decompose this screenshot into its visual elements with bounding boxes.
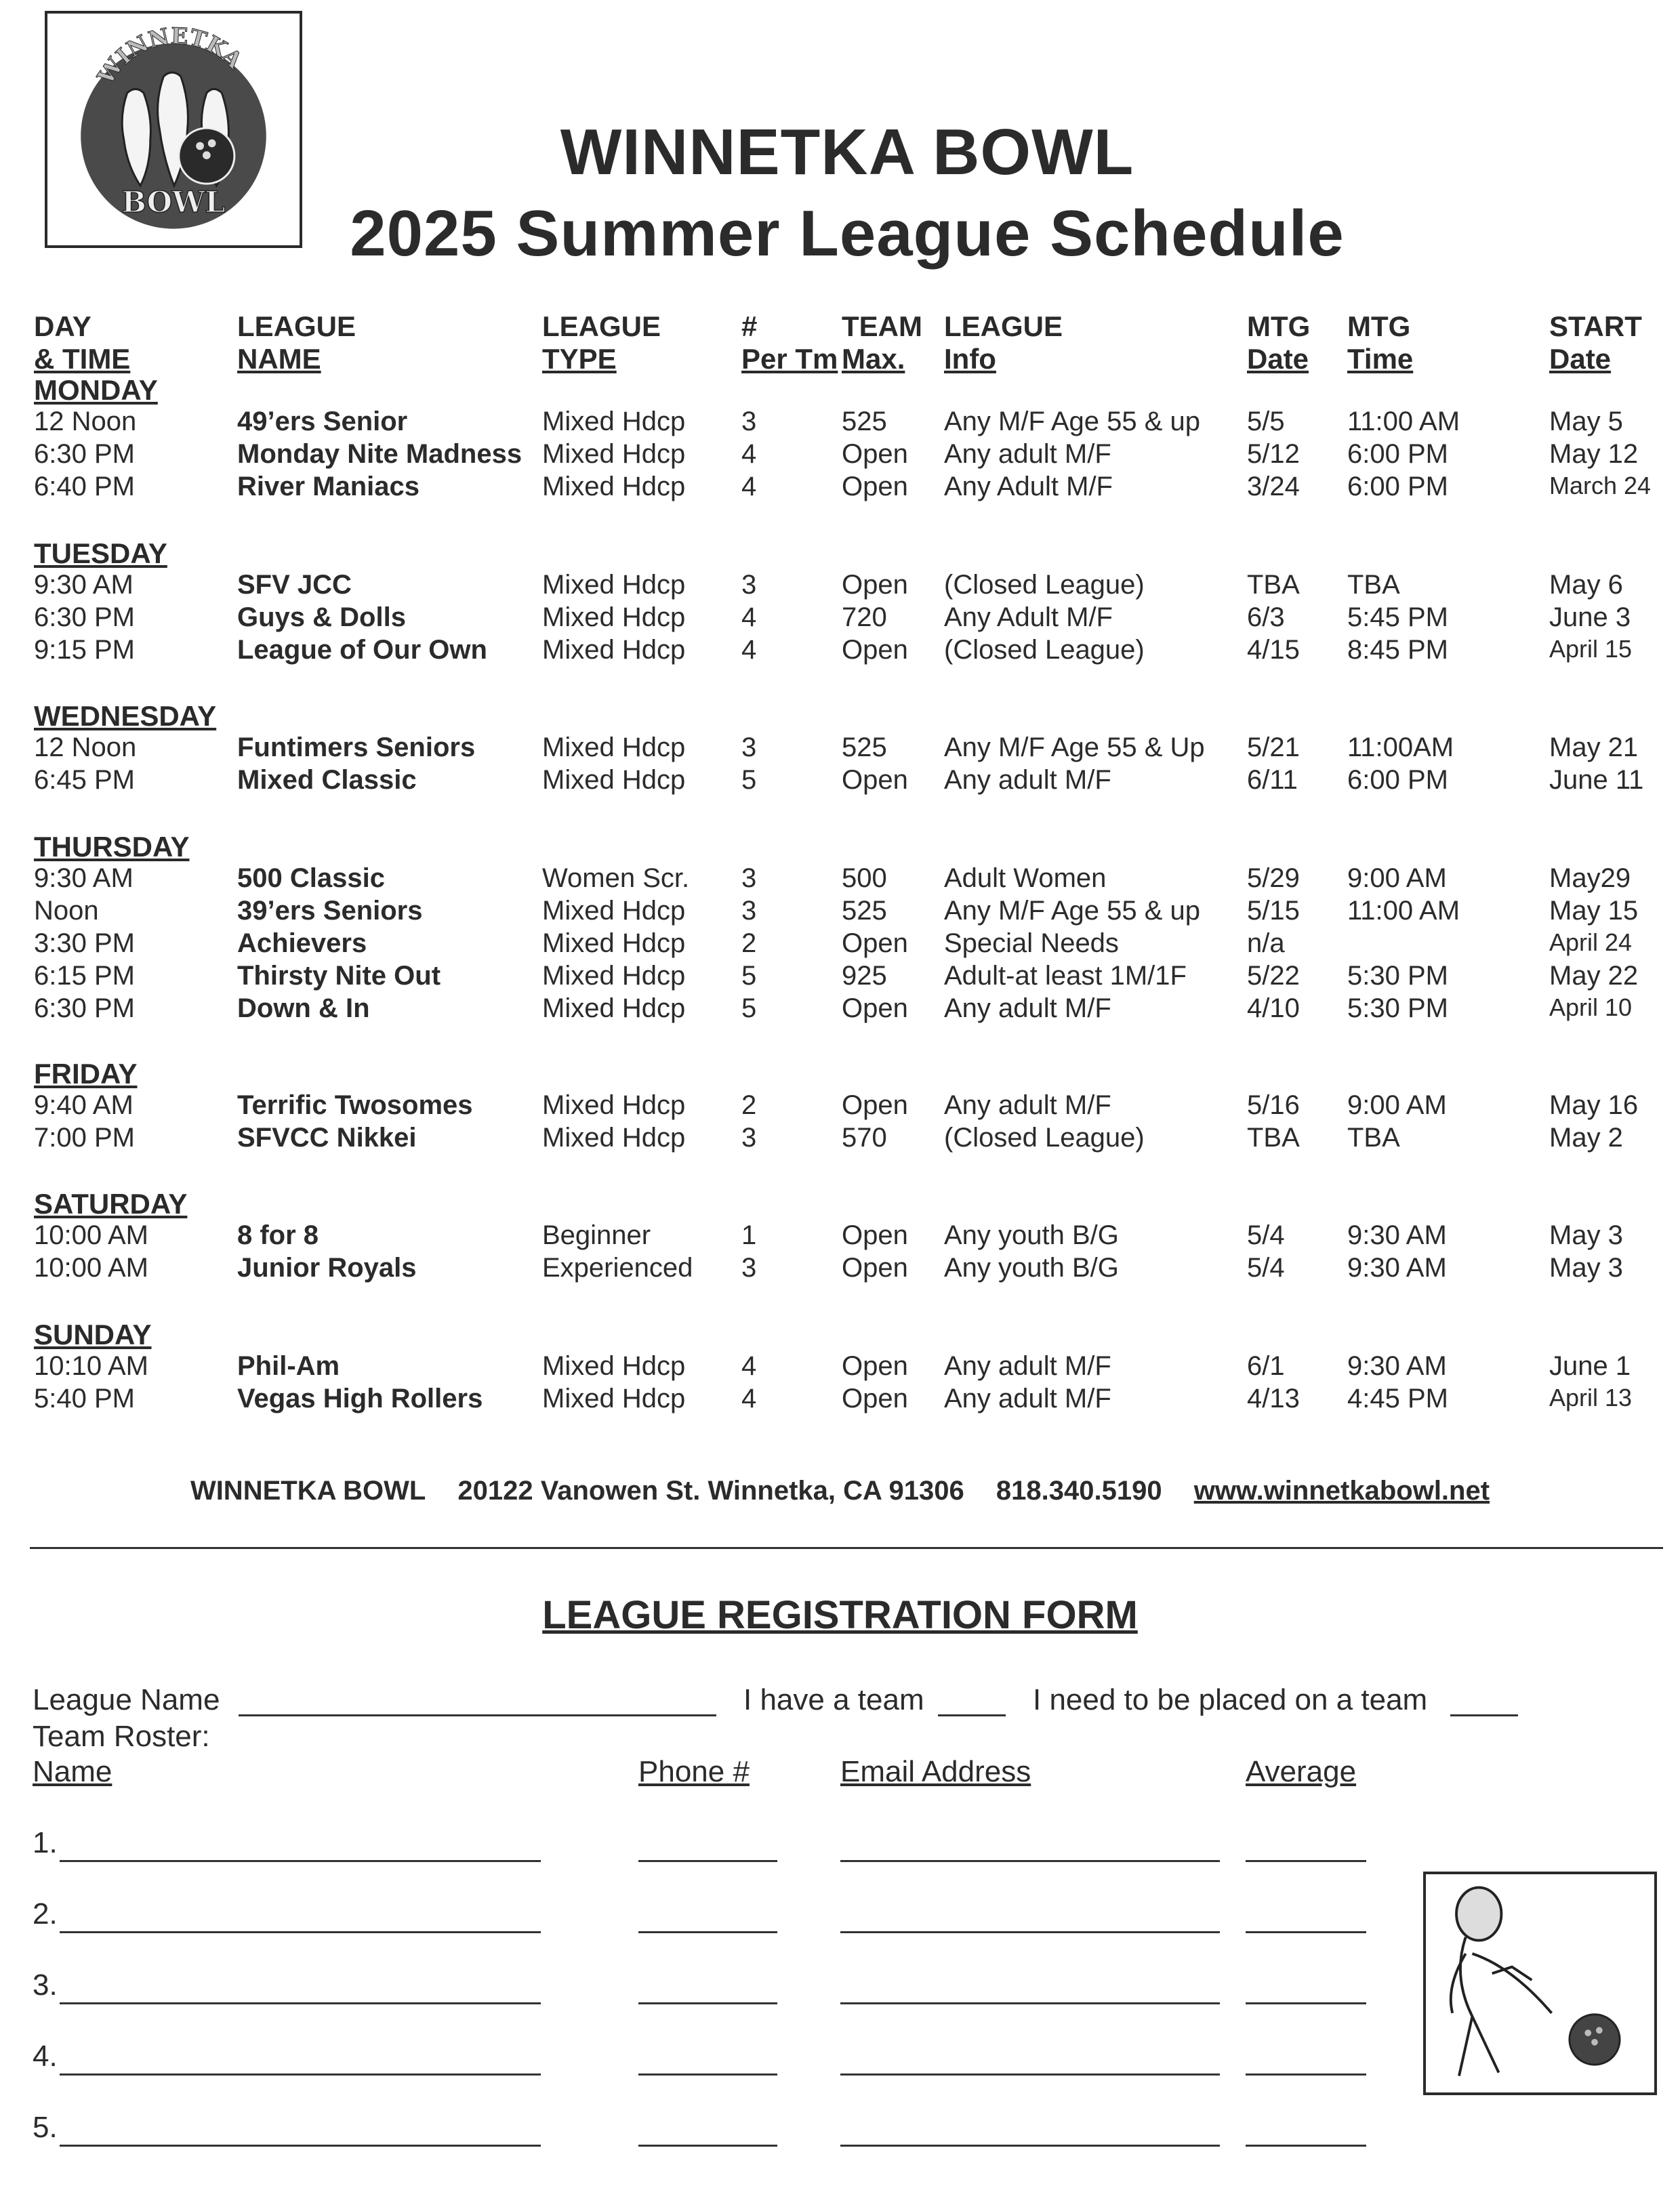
cell-mtg-date: 5/16 xyxy=(1247,1090,1300,1120)
cell-per-tm: 3 xyxy=(741,1123,757,1153)
cell-mtg-date: 4/13 xyxy=(1247,1384,1300,1413)
day-heading: THURSDAY xyxy=(34,831,190,863)
have-team-label: I have a team xyxy=(743,1683,924,1716)
cell-per-tm: 4 xyxy=(741,472,757,501)
cell-name: 8 for 8 xyxy=(237,1220,319,1250)
cell-start: April 13 xyxy=(1549,1384,1633,1411)
cell-max: 925 xyxy=(842,961,887,991)
roster-name-header: Name xyxy=(33,1755,112,1788)
logo-arc-text: WINNETKA xyxy=(92,22,248,89)
cell-name: Funtimers Seniors xyxy=(237,732,476,762)
cell-mtg-time: 11:00AM xyxy=(1347,732,1454,762)
cell-per-tm: 4 xyxy=(741,1351,757,1381)
cell-type: Women Scr. xyxy=(542,863,690,893)
cell-per-tm: 4 xyxy=(741,439,757,469)
header-line: MTG xyxy=(1247,310,1311,342)
cell-time: 7:00 PM xyxy=(34,1123,135,1153)
cell-name: 39’ers Seniors xyxy=(237,896,423,926)
cell-info: Special Needs xyxy=(944,928,1119,958)
cell-name: SFVCC Nikkei xyxy=(237,1123,417,1153)
roster-email-field[interactable] xyxy=(840,2073,1220,2076)
cell-start: April 10 xyxy=(1549,993,1633,1021)
cell-mtg-time: 5:30 PM xyxy=(1347,961,1448,991)
cell-time: 9:30 AM xyxy=(34,863,134,893)
cell-max: Open xyxy=(842,993,908,1023)
cell-time: 10:00 AM xyxy=(34,1220,149,1250)
cell-mtg-time: TBA xyxy=(1347,570,1400,600)
cell-mtg-time: 9:00 AM xyxy=(1347,1090,1447,1120)
cell-max: 570 xyxy=(842,1123,887,1153)
cell-name: Down & In xyxy=(237,993,370,1023)
cell-start: June 11 xyxy=(1549,765,1644,795)
header-league-info xyxy=(944,310,1063,375)
cell-start: April 24 xyxy=(1549,928,1633,956)
cell-name: 500 Classic xyxy=(237,863,385,893)
cell-mtg-time: 9:00 AM xyxy=(1347,863,1447,893)
cell-max: 720 xyxy=(842,602,887,632)
roster-average-field[interactable] xyxy=(1246,1860,1366,1862)
cell-per-tm: 4 xyxy=(741,1384,757,1413)
footer-address: 20122 Vanowen St. Winnetka, CA 91306 xyxy=(457,1476,964,1506)
cell-mtg-date: 6/1 xyxy=(1247,1351,1285,1381)
roster-phone-field[interactable] xyxy=(638,1931,777,1933)
roster-phone-field[interactable] xyxy=(638,2073,777,2076)
cell-mtg-date: n/a xyxy=(1247,928,1285,958)
cell-info: Any youth B/G xyxy=(944,1220,1119,1250)
cell-name: Thirsty Nite Out xyxy=(237,961,441,991)
cell-info: Adult-at least 1M/1F xyxy=(944,961,1187,991)
cell-info: Any Adult M/F xyxy=(944,472,1113,501)
cell-mtg-date: 5/12 xyxy=(1247,439,1300,469)
cell-mtg-time: 11:00 AM xyxy=(1347,407,1460,436)
cell-time: 9:40 AM xyxy=(34,1090,134,1120)
cell-time: 6:15 PM xyxy=(34,961,135,991)
cell-start: May 15 xyxy=(1549,896,1639,926)
cell-info: Any M/F Age 55 & up xyxy=(944,407,1200,436)
header-line: Max. xyxy=(842,343,905,375)
cell-time: Noon xyxy=(34,896,99,926)
cell-start: May29 xyxy=(1549,863,1631,893)
cell-time: 12 Noon xyxy=(34,732,137,762)
roster-average-field[interactable] xyxy=(1246,2145,1366,2147)
cell-start: May 2 xyxy=(1549,1123,1623,1153)
cell-max: Open xyxy=(842,1351,908,1381)
cell-max: 525 xyxy=(842,407,887,436)
header-mtg-date xyxy=(1247,310,1310,375)
logo-center-text: BOWL xyxy=(121,186,226,220)
cell-mtg-date: 5/5 xyxy=(1247,407,1285,436)
cell-info: Any adult M/F xyxy=(944,439,1111,469)
roster-average-field[interactable] xyxy=(1246,1931,1366,1933)
cell-mtg-date: 5/21 xyxy=(1247,732,1300,762)
cell-mtg-date: 5/29 xyxy=(1247,863,1300,893)
cell-max: Open xyxy=(842,1220,908,1250)
cell-name: Monday Nite Madness xyxy=(237,439,523,469)
cell-per-tm: 3 xyxy=(741,407,757,436)
cell-name: SFV JCC xyxy=(237,570,352,600)
header-league-type xyxy=(542,310,661,375)
cell-info: Any adult M/F xyxy=(944,1090,1111,1120)
cell-name: Guys & Dolls xyxy=(237,602,406,632)
cell-type: Experienced xyxy=(542,1253,693,1283)
bowler-cartoon xyxy=(1423,1872,1657,2095)
cell-type: Mixed Hdcp xyxy=(542,1090,686,1120)
header-line: Info xyxy=(944,343,996,375)
cell-mtg-time: 5:30 PM xyxy=(1347,993,1448,1023)
header-line: Date xyxy=(1549,343,1612,375)
cell-max: Open xyxy=(842,765,908,795)
cell-per-tm: 3 xyxy=(741,1253,757,1283)
section-divider xyxy=(30,1547,1663,1549)
cell-type: Mixed Hdcp xyxy=(542,439,686,469)
cell-mtg-time: 9:30 AM xyxy=(1347,1351,1447,1381)
cell-type: Mixed Hdcp xyxy=(542,928,686,958)
cell-time: 6:30 PM xyxy=(34,993,135,1023)
cell-start: May 3 xyxy=(1549,1220,1623,1250)
cell-mtg-date: TBA xyxy=(1247,1123,1300,1153)
cell-start: May 21 xyxy=(1549,732,1639,762)
cell-per-tm: 1 xyxy=(741,1220,757,1250)
cell-start: May 6 xyxy=(1549,570,1623,600)
cell-per-tm: 5 xyxy=(741,993,757,1023)
header-line: Per Tm xyxy=(741,343,838,375)
roster-name-field[interactable] xyxy=(60,1860,541,1862)
cell-max: Open xyxy=(842,1384,908,1413)
header-league-name xyxy=(237,310,356,375)
cell-per-tm: 4 xyxy=(741,602,757,632)
cell-type: Mixed Hdcp xyxy=(542,896,686,926)
roster-email-field[interactable] xyxy=(840,1860,1220,1862)
roster-phone-header: Phone # xyxy=(638,1755,750,1788)
roster-email-field[interactable] xyxy=(840,1931,1220,1933)
roster-phone-field[interactable] xyxy=(638,1860,777,1862)
day-heading: WEDNESDAY xyxy=(34,700,217,732)
cell-time: 9:15 PM xyxy=(34,635,135,665)
header-line: LEAGUE xyxy=(237,310,356,342)
header-per-tm xyxy=(741,310,838,375)
cell-max: Open xyxy=(842,635,908,665)
cell-mtg-time: 4:45 PM xyxy=(1347,1384,1448,1413)
cell-per-tm: 2 xyxy=(741,1090,757,1120)
header-start-date xyxy=(1549,310,1642,375)
roster-row-number: 5. xyxy=(33,2111,58,2144)
team-roster-label: Team Roster: xyxy=(33,1720,210,1753)
cell-info: Any adult M/F xyxy=(944,993,1111,1023)
cell-name: Achievers xyxy=(237,928,367,958)
cell-info: Any Adult M/F xyxy=(944,602,1113,632)
cell-time: 6:45 PM xyxy=(34,765,135,795)
day-heading: SUNDAY xyxy=(34,1319,152,1350)
cell-type: Mixed Hdcp xyxy=(542,1123,686,1153)
roster-row-number: 3. xyxy=(33,1968,58,2002)
cell-type: Mixed Hdcp xyxy=(542,602,686,632)
cell-time: 5:40 PM xyxy=(34,1384,135,1413)
cell-info: Any adult M/F xyxy=(944,765,1111,795)
cell-type: Mixed Hdcp xyxy=(542,961,686,991)
cell-per-tm: 3 xyxy=(741,570,757,600)
need-team-label: I need to be placed on a team xyxy=(1033,1683,1428,1716)
cell-type: Mixed Hdcp xyxy=(542,1384,686,1413)
have-team-field[interactable] xyxy=(938,1714,1006,1716)
cell-per-tm: 3 xyxy=(741,732,757,762)
roster-name-field[interactable] xyxy=(60,2073,541,2076)
roster-email-field[interactable] xyxy=(840,2145,1220,2147)
roster-email-header: Email Address xyxy=(840,1755,1031,1788)
cell-max: Open xyxy=(842,1253,908,1283)
bowling-pins-logo-icon xyxy=(47,14,300,245)
cell-type: Beginner xyxy=(542,1220,651,1250)
day-heading: FRIDAY xyxy=(34,1058,138,1090)
need-team-field[interactable] xyxy=(1450,1714,1518,1716)
cell-start: April 15 xyxy=(1549,635,1633,663)
cell-mtg-time: TBA xyxy=(1347,1123,1400,1153)
cell-start: June 3 xyxy=(1549,602,1631,632)
cell-mtg-time: 9:30 AM xyxy=(1347,1220,1447,1250)
cell-mtg-time: 9:30 AM xyxy=(1347,1253,1447,1283)
cell-type: Mixed Hdcp xyxy=(542,732,686,762)
roster-row-number: 1. xyxy=(33,1826,58,1859)
roster-phone-field[interactable] xyxy=(638,2002,777,2004)
cell-per-tm: 2 xyxy=(741,928,757,958)
footer-business-name: WINNETKA BOWL xyxy=(190,1476,426,1506)
roster-email-field[interactable] xyxy=(840,2002,1220,2004)
cell-time: 3:30 PM xyxy=(34,928,135,958)
day-heading: TUESDAY xyxy=(34,537,167,569)
header-line: Time xyxy=(1347,343,1414,375)
page-subtitle: 2025 Summer League Schedule xyxy=(350,197,1345,270)
page-title: WINNETKA BOWL xyxy=(560,116,1134,188)
cell-time: 9:30 AM xyxy=(34,570,134,600)
cell-start: March 24 xyxy=(1549,472,1652,499)
cell-mtg-time: 5:45 PM xyxy=(1347,602,1448,632)
header-line: LEAGUE xyxy=(944,310,1063,342)
cell-time: 12 Noon xyxy=(34,407,137,436)
league-name-label: League Name xyxy=(33,1683,220,1716)
cell-max: Open xyxy=(842,472,908,501)
cell-mtg-time: 8:45 PM xyxy=(1347,635,1448,665)
cell-per-tm: 4 xyxy=(741,635,757,665)
roster-average-header: Average xyxy=(1246,1755,1357,1788)
cell-info: Any M/F Age 55 & up xyxy=(944,896,1200,926)
cell-time: 10:10 AM xyxy=(34,1351,149,1381)
cell-type: Mixed Hdcp xyxy=(542,570,686,600)
header-day xyxy=(34,310,130,375)
cell-start: May 3 xyxy=(1549,1253,1623,1283)
cell-mtg-date: TBA xyxy=(1247,570,1300,600)
cell-name: 49’ers Senior xyxy=(237,407,408,436)
cell-time: 6:30 PM xyxy=(34,602,135,632)
footer-phone: 818.340.5190 xyxy=(996,1476,1162,1506)
cell-mtg-date: 6/11 xyxy=(1247,765,1298,795)
cell-per-tm: 3 xyxy=(741,863,757,893)
header-line: TYPE xyxy=(542,343,617,375)
roster-phone-field[interactable] xyxy=(638,2145,777,2147)
winnetka-bowl-logo xyxy=(45,11,302,248)
cell-start: May 12 xyxy=(1549,439,1639,469)
header-line: Date xyxy=(1247,343,1309,375)
cell-max: Open xyxy=(842,1090,908,1120)
cell-name: Vegas High Rollers xyxy=(237,1384,483,1413)
cell-mtg-time: 6:00 PM xyxy=(1347,472,1448,501)
cell-time: 6:40 PM xyxy=(34,472,135,501)
cell-info: (Closed League) xyxy=(944,1123,1145,1153)
roster-name-field[interactable] xyxy=(60,2002,541,2004)
roster-average-field[interactable] xyxy=(1246,2073,1366,2076)
header-line: # xyxy=(741,310,758,342)
header-line: & TIME xyxy=(34,343,131,375)
header-line: TEAM xyxy=(842,310,922,342)
cell-mtg-date: 6/3 xyxy=(1247,602,1285,632)
header-line: MTG xyxy=(1347,310,1411,342)
cell-info: (Closed League) xyxy=(944,570,1145,600)
cell-start: June 1 xyxy=(1549,1351,1631,1381)
cell-max: Open xyxy=(842,439,908,469)
cell-per-tm: 3 xyxy=(741,896,757,926)
cell-type: Mixed Hdcp xyxy=(542,993,686,1023)
cell-type: Mixed Hdcp xyxy=(542,1351,686,1381)
cell-max: 525 xyxy=(842,896,887,926)
cell-mtg-date: 4/15 xyxy=(1247,635,1300,665)
cell-name: Phil-Am xyxy=(237,1351,340,1381)
roster-name-field[interactable] xyxy=(60,2145,541,2147)
cell-type: Mixed Hdcp xyxy=(542,472,686,501)
cell-max: 525 xyxy=(842,732,887,762)
cell-type: Mixed Hdcp xyxy=(542,765,686,795)
header-line: DAY xyxy=(34,310,91,342)
cell-info: Any adult M/F xyxy=(944,1384,1111,1413)
cell-name: Junior Royals xyxy=(237,1253,417,1283)
day-heading: SATURDAY xyxy=(34,1188,188,1220)
cell-max: Open xyxy=(842,570,908,600)
league-name-field[interactable] xyxy=(239,1714,716,1716)
contact-footer xyxy=(0,1476,1680,1506)
cell-mtg-date: 3/24 xyxy=(1247,472,1300,501)
cell-mtg-date: 5/15 xyxy=(1247,896,1300,926)
header-mtg-time xyxy=(1347,310,1413,375)
cell-type: Mixed Hdcp xyxy=(542,635,686,665)
cell-name: River Maniacs xyxy=(237,472,420,501)
header-line: LEAGUE xyxy=(542,310,661,342)
header-line: START xyxy=(1549,310,1642,342)
cell-time: 10:00 AM xyxy=(34,1253,149,1283)
cell-start: May 22 xyxy=(1549,961,1639,991)
cell-mtg-date: 5/4 xyxy=(1247,1253,1285,1283)
footer-website-link[interactable]: www.winnetkabowl.net xyxy=(1193,1476,1490,1506)
cell-per-tm: 5 xyxy=(741,961,757,991)
cell-info: Any youth B/G xyxy=(944,1253,1119,1283)
cell-mtg-time: 6:00 PM xyxy=(1347,439,1448,469)
cell-start: May 5 xyxy=(1549,407,1623,436)
roster-row-number: 2. xyxy=(33,1897,58,1931)
cell-info: Any M/F Age 55 & Up xyxy=(944,732,1205,762)
cell-name: Terrific Twosomes xyxy=(237,1090,473,1120)
cell-time: 6:30 PM xyxy=(34,439,135,469)
cell-mtg-date: 4/10 xyxy=(1247,993,1300,1023)
roster-average-field[interactable] xyxy=(1246,2002,1366,2004)
cell-mtg-time: 11:00 AM xyxy=(1347,896,1460,926)
cell-mtg-time: 6:00 PM xyxy=(1347,765,1448,795)
cell-info: Adult Women xyxy=(944,863,1107,893)
roster-name-field[interactable] xyxy=(60,1931,541,1933)
header-line: NAME xyxy=(237,343,321,375)
cell-name: Mixed Classic xyxy=(237,765,417,795)
roster-row-number: 4. xyxy=(33,2040,58,2073)
cell-per-tm: 5 xyxy=(741,765,757,795)
cell-max: 500 xyxy=(842,863,887,893)
day-heading: MONDAY xyxy=(34,374,158,406)
bowler-cartoon-icon xyxy=(1426,1874,1654,2092)
header-team-max xyxy=(842,310,922,375)
cell-mtg-date: 5/22 xyxy=(1247,961,1300,991)
cell-info: (Closed League) xyxy=(944,635,1145,665)
cell-start: May 16 xyxy=(1549,1090,1639,1120)
cell-type: Mixed Hdcp xyxy=(542,407,686,436)
cell-mtg-date: 5/4 xyxy=(1247,1220,1285,1250)
cell-info: Any adult M/F xyxy=(944,1351,1111,1381)
registration-form-title: LEAGUE REGISTRATION FORM xyxy=(542,1593,1138,1637)
cell-name: League of Our Own xyxy=(237,635,487,665)
cell-max: Open xyxy=(842,928,908,958)
